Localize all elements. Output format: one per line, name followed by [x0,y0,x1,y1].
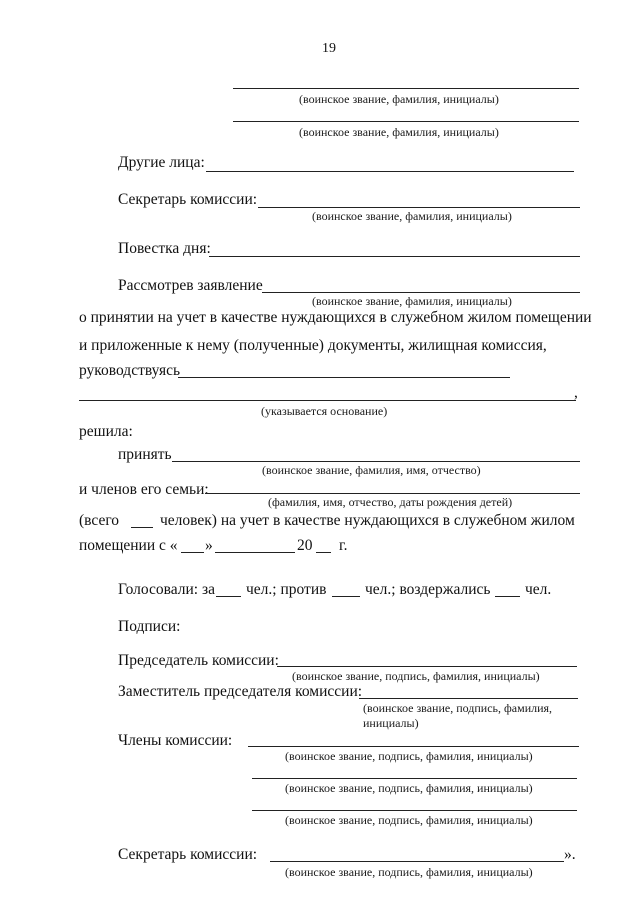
member-line [248,746,579,747]
signature-line [233,88,579,89]
chairman-caption: (воинское звание, подпись, фамилия, инициалы) [292,669,540,683]
abstained-blank [495,596,520,597]
year-suffix: г. [339,537,348,554]
voted-end: чел. [525,581,552,598]
deputy-caption-line1: (воинское звание, подпись, фамилия, [363,701,553,715]
final-secretary-line [270,861,564,862]
guided-line [178,377,510,378]
guided-label: руководствуясь [79,362,181,379]
signature-line [233,121,579,122]
comma: , [574,384,578,401]
voted-abstained-label: чел.; воздержались [365,581,491,598]
total-start: (всего [79,512,120,529]
other-persons-line [206,171,574,172]
day-blank [181,552,204,553]
voted-for-label: Голосовали: за [118,581,215,598]
paragraph-line: и приложенные к нему (полученные) документы, жилищная комиссия, [79,337,547,354]
against-blank [332,596,360,597]
deputy-label: Заместитель председателя комиссии: [118,683,363,700]
members-label: Члены комиссии: [118,732,233,749]
count-blank [131,527,153,528]
decided-label: решила: [79,423,133,440]
family-caption: (фамилия, имя, отчество, даты рождения детей) [268,495,513,509]
premises-from: помещении с « [79,537,178,554]
closing-quote: ». [564,846,576,863]
quote-close: » [205,537,213,554]
page-number: 19 [322,41,336,56]
accept-caption: (воинское звание, фамилия, имя, отчество) [262,463,481,477]
for-blank [216,596,241,597]
field-caption: (воинское звание, фамилия, инициалы) [299,125,499,139]
secretary-line [258,207,580,208]
field-caption: (воинское звание, фамилия, инициалы) [299,92,499,106]
considering-label: Рассмотрев заявление [118,277,263,294]
chairman-label: Председатель комиссии: [118,652,279,669]
family-line [205,493,580,494]
year-prefix: 20 [297,537,313,554]
total-rest: человек) на учет в качестве нуждающихся в служебном жилом [160,512,575,529]
chairman-line [277,666,577,667]
month-blank [215,552,295,553]
accept-label: принять [118,446,172,463]
member-caption: (воинское звание, подпись, фамилия, инициалы) [285,781,533,795]
final-secretary-label: Секретарь комиссии: [118,846,258,863]
other-persons-label: Другие лица: [118,154,205,171]
considering-line [262,292,580,293]
agenda-line [209,256,580,257]
basis-caption: (указывается основание) [261,404,388,418]
final-secretary-caption: (воинское звание, подпись, фамилия, инициалы) [285,865,533,879]
member-caption: (воинское звание, подпись, фамилия, инициалы) [285,813,533,827]
secretary-caption: (воинское звание, фамилия, инициалы) [312,209,512,223]
considering-caption: (воинское звание, фамилия, инициалы) [312,294,512,308]
agenda-label: Повестка дня: [118,240,211,257]
accept-line [172,461,580,462]
voted-against-label: чел.; против [246,581,327,598]
paragraph-line: о принятии на учет в качестве нуждающихся в служебном жилом помещении [79,309,592,326]
member-line [252,810,577,811]
year-blank [316,552,331,553]
deputy-line [359,698,578,699]
signatures-label: Подписи: [118,618,181,635]
basis-line [79,400,576,401]
secretary-label: Секретарь комиссии: [118,191,258,208]
member-caption: (воинское звание, подпись, фамилия, инициалы) [285,749,533,763]
member-line [252,778,577,779]
deputy-caption-line2: инициалы) [363,716,419,730]
family-label: и членов его семьи: [79,481,209,498]
